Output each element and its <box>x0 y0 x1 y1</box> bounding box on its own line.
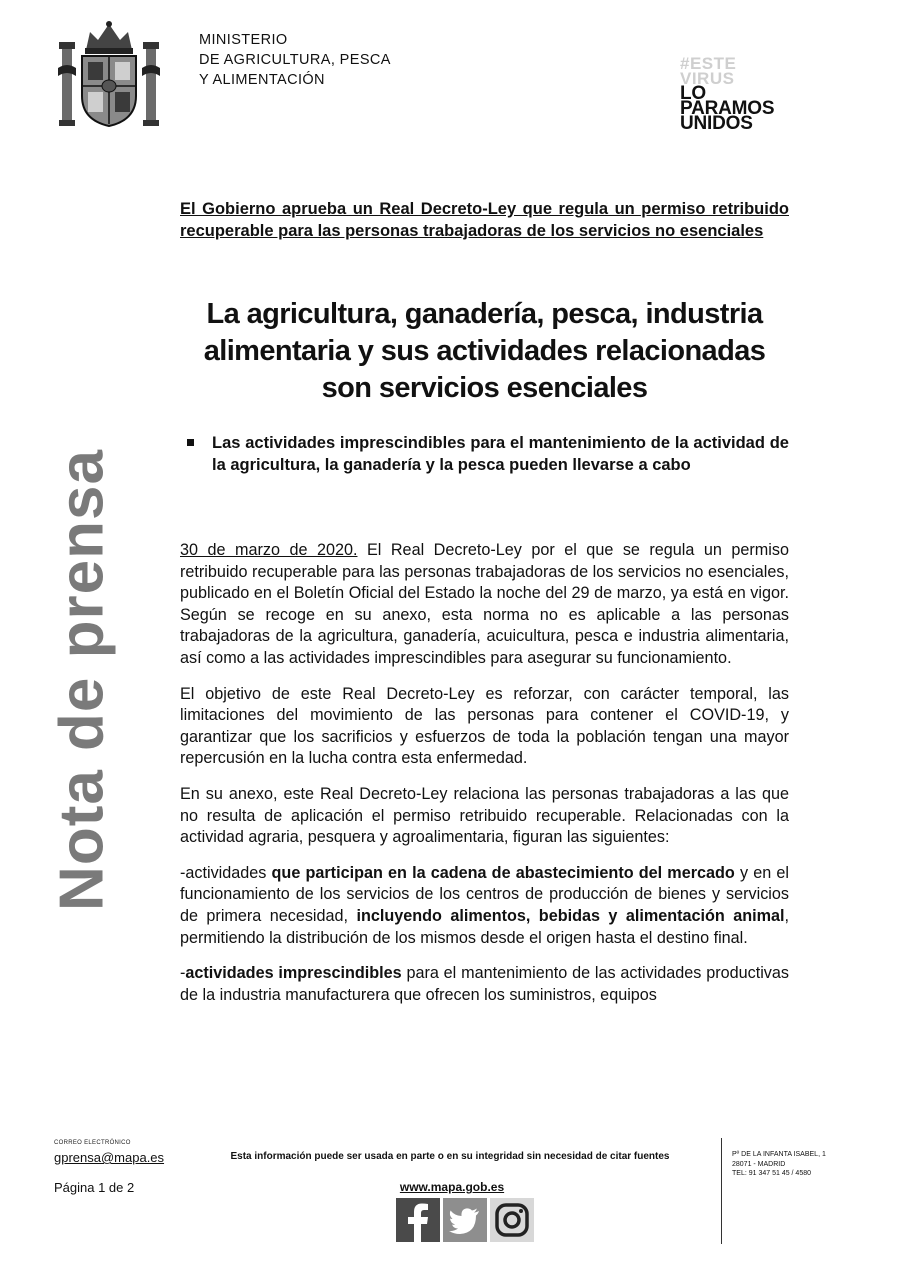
email-label: CORREO ELECTRÓNICO <box>54 1140 131 1146</box>
address-line: 28071 - MADRID <box>732 1160 786 1168</box>
address-block <box>732 1150 826 1179</box>
paragraph: En su anexo, este Real Decreto-Ley relaciona las personas trabajadoras a las que no resulta de aplicación el permiso retribuido recuperable. Relacionadas con la actividad agraria, pesquera y agroalimentaria, figuran las siguientes: <box>180 784 789 847</box>
campaign-line: UNIDOS <box>680 113 753 134</box>
paragraph <box>180 863 789 949</box>
body-text <box>180 540 789 1020</box>
twitter-icon[interactable] <box>443 1198 487 1242</box>
side-title: Nota de prensa <box>47 449 117 911</box>
paragraph-text: para el mantenimiento de las actividades productivas de la industria manufacturera que ofrecen los suministros, equipos <box>180 964 789 1004</box>
paragraph-text: , permitiendo la distribución de los mismos desde el origen hasta el destino final. <box>180 906 789 947</box>
paragraph-text: - <box>180 964 186 983</box>
paragraph <box>180 963 789 1006</box>
headline: El Gobierno aprueba un Real Decreto-Ley que regula un permiso retribuido recuperable para las personas trabajadoras de los servicios no esenciales <box>180 200 789 240</box>
facebook-icon[interactable] <box>396 1198 440 1242</box>
paragraph-text: -actividades <box>180 863 272 882</box>
ministry-name <box>199 30 391 90</box>
campaign-line: PARAMOS <box>680 98 775 119</box>
instagram-icon[interactable] <box>490 1198 534 1242</box>
bullet-square-icon <box>187 439 194 446</box>
paragraph: El objetivo de este Real Decreto-Ley es reforzar, con carácter temporal, las limitaciones del movimiento de las personas para contener el COVID-19, y garantizar que los sacrificios y esfuerzos de toda la población tengan una mayor repercusión en la lucha contra esta enfermedad. <box>180 684 789 768</box>
emphasis-text: incluyendo alimentos, bebidas y alimentación animal <box>356 906 785 925</box>
footer-divider <box>721 1138 722 1244</box>
ministry-line: DE AGRICULTURA, PESCA <box>199 52 391 68</box>
address-line: Pº DE LA INFANTA ISABEL, 1 <box>732 1151 826 1158</box>
campaign-line: #ESTE <box>680 54 737 73</box>
ministry-line: Y ALIMENTACIÓN <box>199 72 325 88</box>
usage-note: Esta información puede ser usada en parte o en su integridad sin necesidad de citar fuentes <box>230 1151 670 1162</box>
press-date: 30 de marzo de 2020. <box>180 541 358 559</box>
emphasis-text: actividades imprescindibles <box>185 964 402 983</box>
campaign-line: LO <box>680 83 706 104</box>
campaign-line: VIRUS <box>680 69 735 88</box>
bullet-text: Las actividades imprescindibles para el mantenimiento de la actividad de la agricultura, la ganadería y la pesca pueden llevarse a cabo <box>212 434 789 474</box>
ministry-line: MINISTERIO <box>199 32 288 48</box>
campaign-logo <box>680 54 805 134</box>
address-line: TEL: 91 347 51 45 / 4580 <box>732 1170 812 1177</box>
emphasis-text: que participan en la cadena de abastecimiento del mercado <box>271 863 735 882</box>
page-number: Página 1 de 2 <box>54 1180 135 1195</box>
summary-bullet <box>180 432 789 476</box>
website-link[interactable]: www.mapa.gob.es <box>399 1180 505 1194</box>
paragraph-text: y en el funcionamiento de los servicios de los centros de producción de bienes y servicios de primera necesidad, <box>180 863 789 925</box>
paragraph <box>180 540 789 670</box>
coat-of-arms-icon <box>58 20 160 128</box>
paragraph-text: El Real Decreto-Ley por el que se regula un permiso retribuido recuperable para las personas trabajadoras de los servicios no esenciales, publicado en el Boletín Oficial del Estado la noche del 29 de marzo, ya está en vigor. Según se recoge en su anexo, esta norma no es aplicable a las personas trabajadoras de la agricultura, ganadería, acuicultura, pesca e industria alimentaria, así como a las actividades imprescindibles para asegurar su funcionamiento. <box>180 541 789 667</box>
email-link[interactable]: gprensa@mapa.es <box>54 1150 165 1165</box>
page-title: La agricultura, ganadería, pesca, industria alimentaria y sus actividades relacionadas son servicios esenciales <box>203 298 766 404</box>
